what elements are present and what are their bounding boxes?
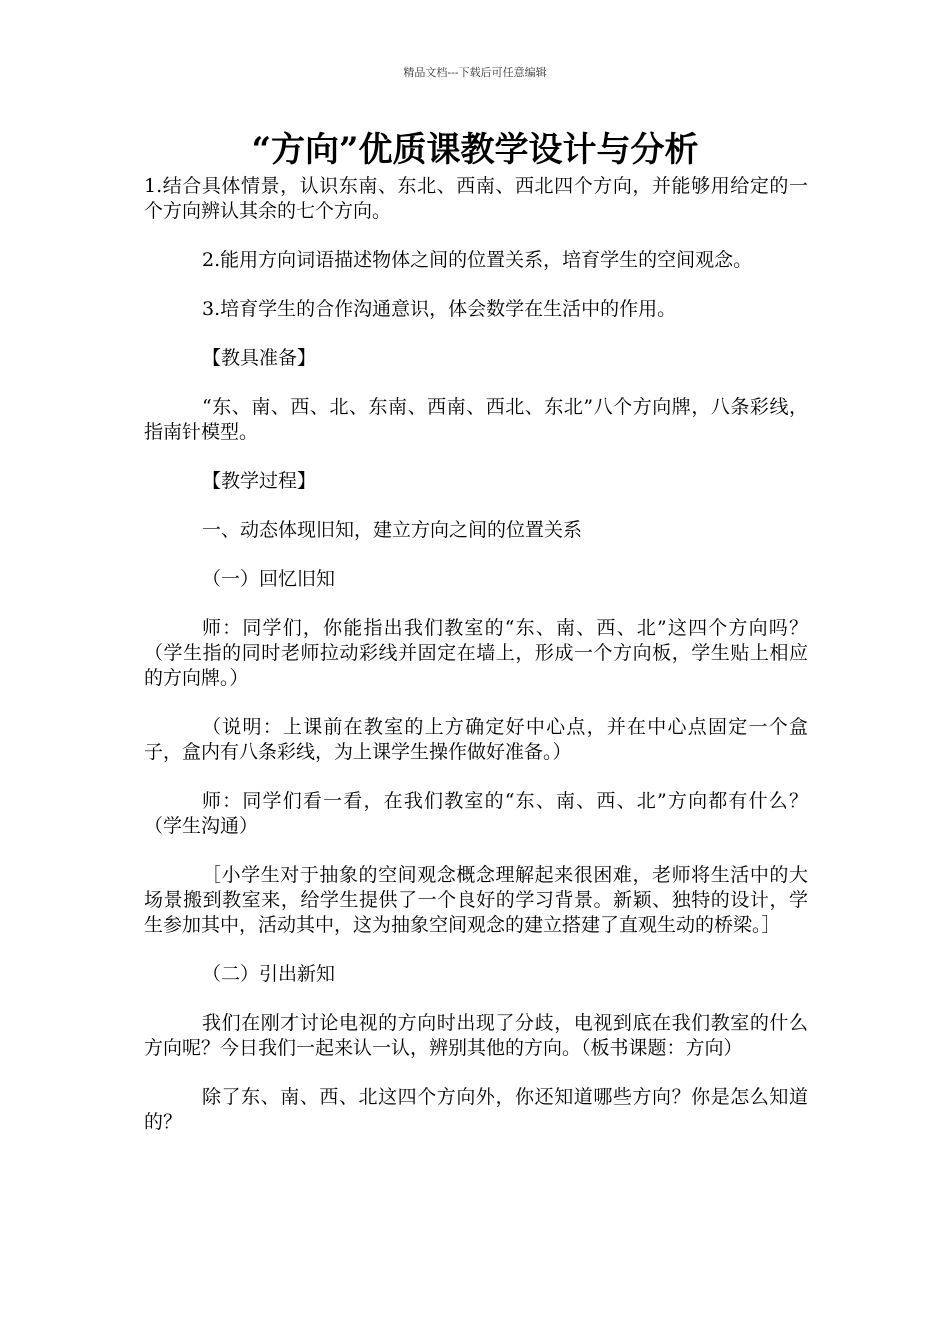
subheading-new-knowledge: （二）引出新知 (202, 963, 336, 985)
subheading-part-one: 一、动态体现旧知，建立方向之间的位置关系 (202, 519, 583, 541)
paragraph-materials: “东、南、西、北、东南、西南、西北、东北”八个方向牌，八条彩线，指南针模型。 (144, 396, 808, 443)
paragraph-teacher-question-2: 师：同学们看一看，在我们教室的“东、南、西、北”方向都有什么？（学生沟通） (144, 790, 808, 837)
paragraph-teacher-question-1: 师：同学们，你能指出我们教室的“东、南、西、北”这四个方向吗？（学生指的同时老师拉动彩线并固定在墙上，形成一个方向板，学生贴上相应的方向牌。） (144, 617, 808, 689)
subheading-review: （一）回忆旧知 (202, 568, 336, 590)
paragraph-note: （说明：上课前在教室的上方确定好中心点，并在中心点固定一个盒子，盒内有八条彩线，为上课学生操作做好准备。） (144, 716, 808, 763)
document-body (144, 174, 808, 1159)
paragraph-objective-3: 3.培育学生的合作沟通意识，体会数学在生活中的作用。 (202, 298, 677, 320)
section-heading-materials: 【教具准备】 (202, 347, 317, 369)
header-note: 精品文档---下载后可任意编辑 (403, 66, 547, 79)
document-title: “方向”优质课教学设计与分析 (251, 130, 699, 170)
section-heading-process: 【教学过程】 (202, 470, 317, 492)
paragraph-objective-1: 1.结合具体情景，认识东南、东北、西南、西北四个方向，并能够用给定的一个方向辨认其余的七个方向。 (144, 175, 808, 222)
paragraph-commentary: ［小学生对于抽象的空间观念概念理解起来很困难，老师将生活中的大场景搬到教室来，给学生提供了一个良好的学习背景。新颖、独特的设计，学生参加其中，活动其中，这为抽象空间观念的建立搭建了直观生动的桥梁。］ (144, 864, 808, 936)
paragraph-introduction: 我们在刚才讨论电视的方向时出现了分歧，电视到底在我们教室的什么方向呢？今日我们一起来认一认，辨别其他的方向。（板书课题：方向） (144, 1012, 808, 1059)
paragraph-objective-2: 2.能用方向词语描述物体之间的位置关系，培育学生的空间观念。 (202, 249, 753, 271)
paragraph-question: 除了东、南、西、北这四个方向外，你还知道哪些方向？你是怎么知道的？ (144, 1086, 808, 1133)
